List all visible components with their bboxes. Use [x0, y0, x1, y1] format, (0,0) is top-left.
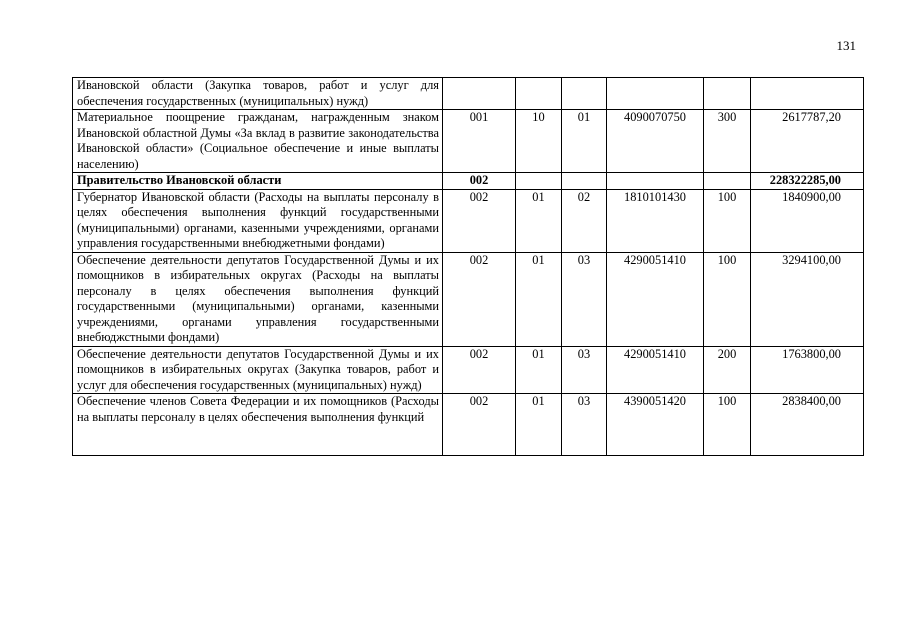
- expense-type-code-cell: [704, 78, 751, 110]
- expense-name-cell: Обеспечение членов Совета Федерации и их помощников (Расходы на выплаты персоналу в целях обеспечения выполнения функций: [73, 394, 443, 456]
- table-row: [73, 346, 864, 394]
- budget-table: [72, 77, 864, 456]
- gr-code-cell: 002: [443, 189, 516, 252]
- gr-code-cell: 001: [443, 110, 516, 173]
- amount-cell: [751, 78, 864, 110]
- subsection-code-cell: [562, 173, 607, 190]
- table-row: [73, 78, 864, 110]
- amount-cell: 3294100,00: [751, 252, 864, 346]
- table-row-header-entity: [73, 173, 864, 190]
- expense-type-code-cell: 100: [704, 252, 751, 346]
- gr-code-cell: 002: [443, 173, 516, 190]
- section-code-cell: 01: [516, 189, 562, 252]
- subsection-code-cell: 03: [562, 346, 607, 394]
- table-row: [73, 394, 864, 456]
- subsection-code-cell: 01: [562, 110, 607, 173]
- expense-name-cell: Правительство Ивановской области: [73, 173, 443, 190]
- expense-type-code-cell: 300: [704, 110, 751, 173]
- expense-name-cell: Ивановской области (Закупка товаров, работ и услуг для обеспечения государственных (муниципальных) нужд): [73, 78, 443, 110]
- gr-code-cell: 002: [443, 252, 516, 346]
- amount-cell: 228322285,00: [751, 173, 864, 190]
- section-code-cell: [516, 78, 562, 110]
- expense-name-cell: Губернатор Ивановской области (Расходы на выплаты персоналу в целях обеспечения выполнения функций государственными (муниципальными) органами, казенными учреждениями, органами управления государственными внебюджетными фондами): [73, 189, 443, 252]
- target-article-code-cell: 4290051410: [607, 252, 704, 346]
- expense-name-cell: Обеспечение деятельности депутатов Государственной Думы и их помощников в избирательных округах (Расходы на выплаты персоналу в целях обеспечения выполнения функций государственными (муниципальными) органами, казенными учреждениями, органами управления государственными внебюджстными фондами): [73, 252, 443, 346]
- target-article-code-cell: 4290051410: [607, 346, 704, 394]
- expense-name-cell: Обеспечение деятельности депутатов Государственной Думы и их помощников в избирательных округах (Закупка товаров, работ и услуг для обеспечения государственных (муниципальных) нужд): [73, 346, 443, 394]
- table-row: [73, 110, 864, 173]
- expense-type-code-cell: [704, 173, 751, 190]
- amount-cell: 1840900,00: [751, 189, 864, 252]
- target-article-code-cell: 4090070750: [607, 110, 704, 173]
- section-code-cell: 10: [516, 110, 562, 173]
- expense-type-code-cell: 100: [704, 189, 751, 252]
- table-row: [73, 189, 864, 252]
- expense-type-code-cell: 100: [704, 394, 751, 456]
- page-number: 131: [836, 38, 856, 53]
- amount-cell: 1763800,00: [751, 346, 864, 394]
- section-code-cell: 01: [516, 346, 562, 394]
- subsection-code-cell: [562, 78, 607, 110]
- amount-cell: 2838400,00: [751, 394, 864, 456]
- amount-cell: 2617787,20: [751, 110, 864, 173]
- target-article-code-cell: [607, 173, 704, 190]
- subsection-code-cell: 03: [562, 394, 607, 456]
- section-code-cell: 01: [516, 394, 562, 456]
- target-article-code-cell: 4390051420: [607, 394, 704, 456]
- target-article-code-cell: [607, 78, 704, 110]
- expense-name-cell: Материальное поощрение гражданам, награжденным знаком Ивановской областной Думы «За вклад в развитие законодательства Ивановской области» (Социальное обеспечение и иные выплаты населению): [73, 110, 443, 173]
- subsection-code-cell: 02: [562, 189, 607, 252]
- subsection-code-cell: 03: [562, 252, 607, 346]
- target-article-code-cell: 1810101430: [607, 189, 704, 252]
- section-code-cell: 01: [516, 252, 562, 346]
- expense-type-code-cell: 200: [704, 346, 751, 394]
- table-row: [73, 252, 864, 346]
- gr-code-cell: [443, 78, 516, 110]
- section-code-cell: [516, 173, 562, 190]
- gr-code-cell: 002: [443, 394, 516, 456]
- gr-code-cell: 002: [443, 346, 516, 394]
